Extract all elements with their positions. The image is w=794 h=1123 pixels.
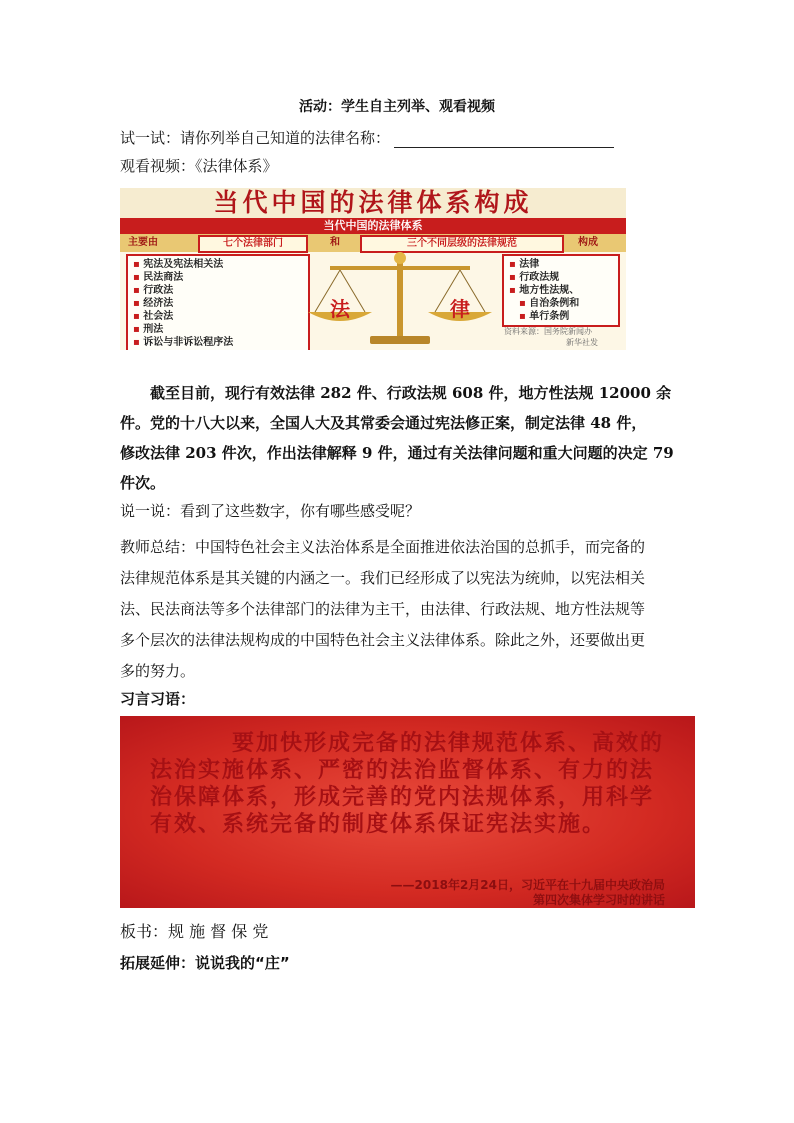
- infographic-subtitle: 当代中国的法律体系: [120, 218, 626, 234]
- source-note: 资料来源：国务院新闻办: [504, 327, 592, 336]
- watch-label: 观看视频：《法律体系》: [120, 157, 278, 175]
- list-item: ▪ 行政法规: [509, 271, 613, 284]
- legal-system-infographic: [120, 188, 626, 350]
- list-item: ▪ 单行条例: [509, 310, 613, 323]
- infographic-title: 当代中国的法律体系构成: [213, 188, 533, 217]
- band-box-departments: 七个法律部门: [198, 235, 308, 253]
- stats-line: 件次。: [120, 474, 166, 492]
- scale-illustration: [300, 250, 500, 350]
- summary-line: 法律规范体系是其关键的内涵之一。我们已经形成了以宪法为统帅，以宪法相关: [120, 569, 646, 587]
- list-item: ▪ 宪法及宪法相关法: [133, 258, 303, 271]
- summary-line: 法、民法商法等多个法律部门的法律为主干，由法律、行政法规、地方性法规等: [120, 600, 646, 618]
- try-label: 试一试：请你列举自己知道的法律名称：: [120, 129, 391, 147]
- answer-blank[interactable]: [394, 131, 614, 148]
- scale-left-char: 法: [330, 297, 350, 321]
- activity-title: 活动：学生自主列举、观看视频: [299, 99, 495, 115]
- right-level-list: [502, 254, 620, 327]
- stats-paragraph: [120, 378, 680, 498]
- summary-line: 教师总结：中国特色社会主义法治体系是全面推进依法治国的总抓手，而完备的: [120, 538, 646, 556]
- quote-card: [120, 716, 695, 908]
- quote-source-line2: 第四次集体学习时的讲话: [532, 893, 665, 907]
- list-item: ▪ 自治条例和: [509, 297, 613, 310]
- scale-right-char: 律: [450, 297, 470, 321]
- agency-note: 新华社发: [566, 338, 598, 347]
- band-box-levels: 三个不同层级的法律规范: [360, 235, 564, 253]
- list-item: ▪ 地方性法规、: [509, 284, 613, 297]
- band-suffix: 构成: [578, 237, 598, 248]
- xi-quotes-label: 习言习语：: [120, 690, 196, 708]
- list-item: ▪ 行政法: [133, 284, 303, 297]
- band-and: 和: [330, 237, 340, 248]
- quote-text: 要加快形成完备的法律规范体系、高效的法治实施体系、严密的法治监督体系、有力的法治保障体系，形成完善的党内法规体系，用科学有效、系统完备的制度体系保证宪法实施。: [150, 730, 665, 837]
- list-item: ▪ 诉讼与非诉讼程序法: [133, 336, 303, 349]
- stats-line: 修改法律 203 件次，作出法律解释 9 件，通过有关法律问题和重大问题的决定 79: [120, 444, 674, 462]
- band-prefix: 主要由: [128, 237, 158, 248]
- teacher-summary: [120, 532, 680, 687]
- quote-source-line1: ——2018年2月24日，习近平在十九届中央政治局: [390, 878, 665, 892]
- try-line: [120, 128, 614, 148]
- summary-line: 多个层次的法律法规构成的中国特色社会主义法律体系。除此之外，还要做出更: [120, 631, 646, 649]
- list-item: ▪ 社会法: [133, 310, 303, 323]
- infographic-header: [120, 188, 626, 218]
- list-item: ▪ 刑法: [133, 323, 303, 336]
- stats-line: 截至目前，现行有效法律 282 件、行政法规 608 件，地方性法规 12000 余: [150, 384, 672, 402]
- board-writing: 板书：规 施 督 保 党: [120, 922, 269, 941]
- summary-line: 多的努力。: [120, 662, 196, 680]
- extension-label: 拓展延伸：说说我的“庄”: [120, 954, 290, 972]
- list-item: ▪ 经济法: [133, 297, 303, 310]
- list-item: ▪ 法律: [509, 258, 613, 271]
- say-prompt: 说一说：看到了这些数字，你有哪些感受呢？: [120, 502, 421, 520]
- stats-line: 件。党的十八大以来，全国人大及其常委会通过宪法修正案，制定法律 48 件，: [120, 414, 647, 432]
- list-item: ▪ 民法商法: [133, 271, 303, 284]
- left-department-list: [126, 254, 310, 350]
